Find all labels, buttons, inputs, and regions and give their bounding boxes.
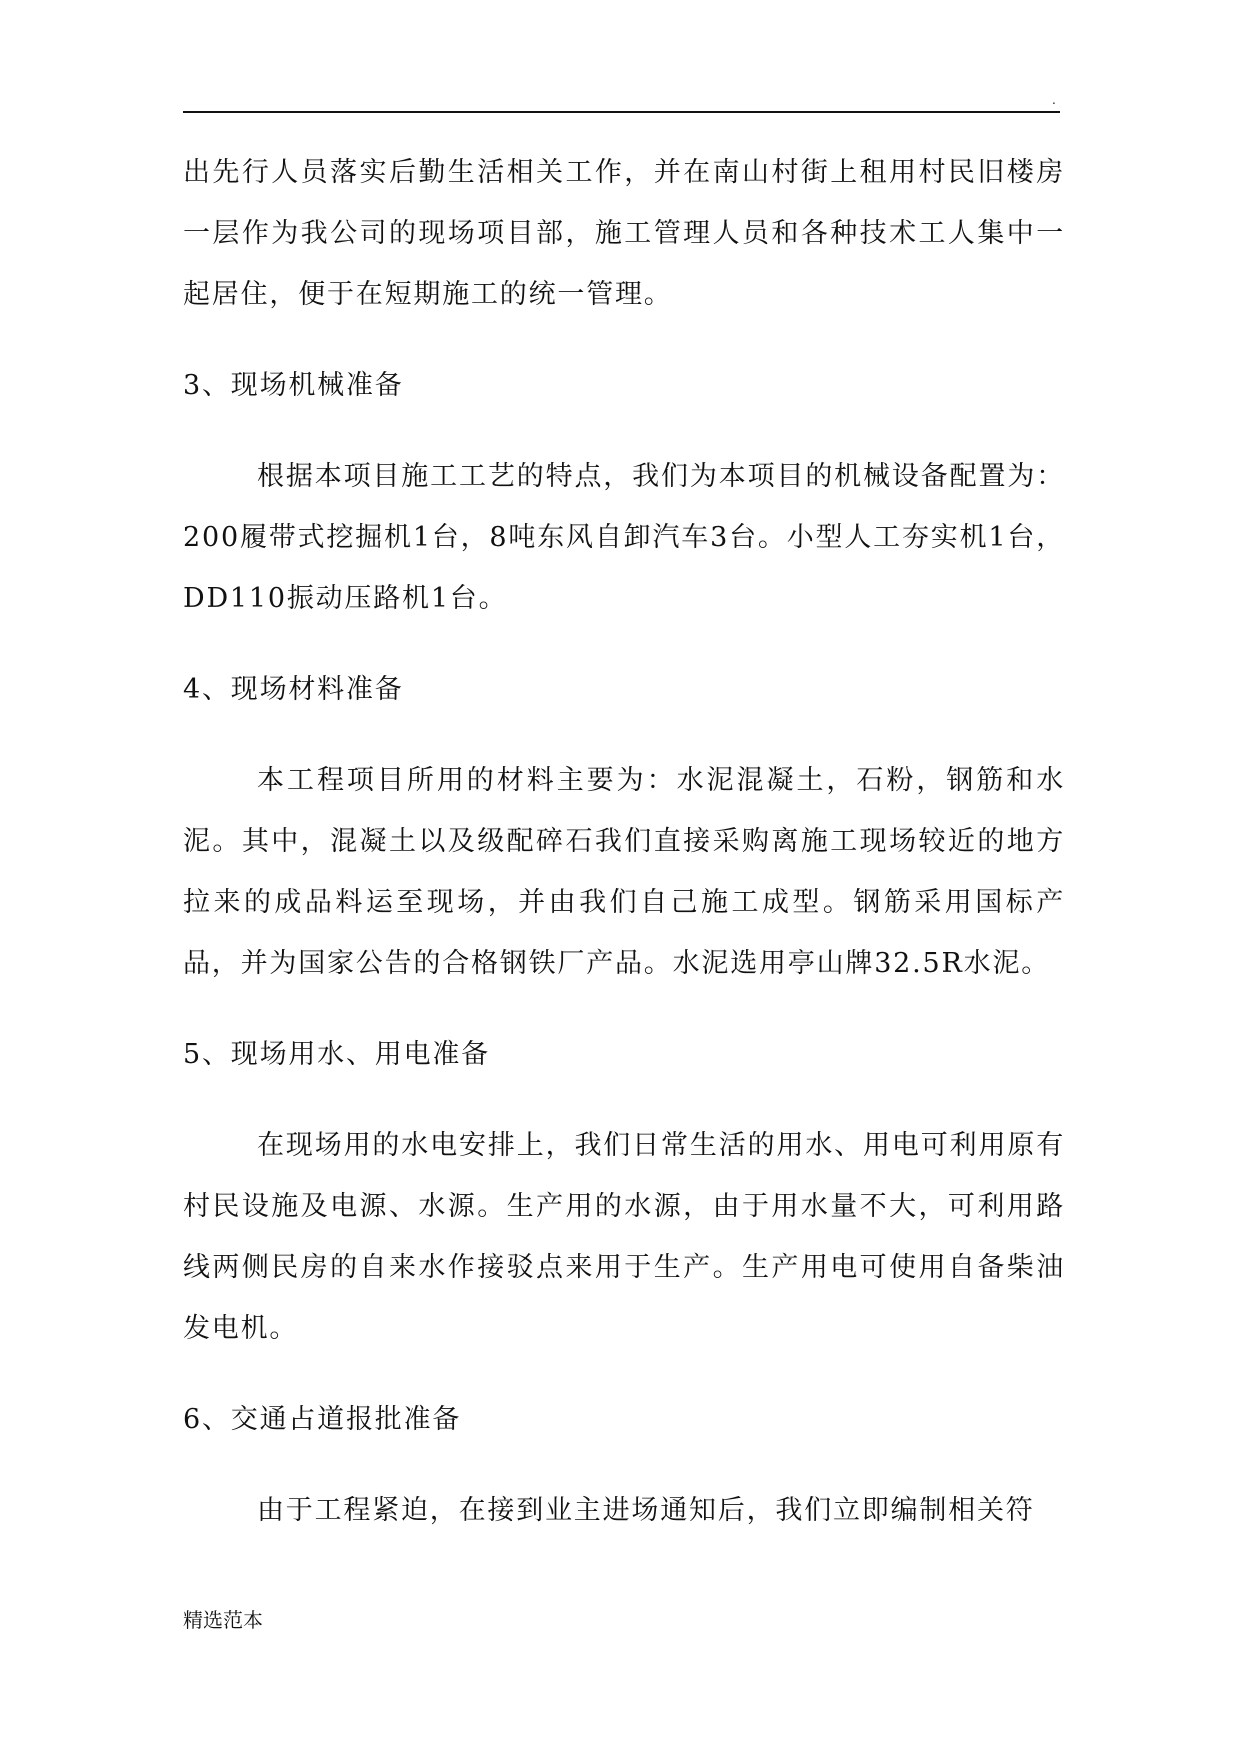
spacer	[183, 994, 1065, 1024]
paragraph-continued: 出先行人员落实后勤生活相关工作，并在南山村街上租用村民旧楼房一层作为我公司的现场项目部，施工管理人员和各种技术工人集中一起居住，便于在短期施工的统一管理。	[183, 157, 1065, 310]
section-heading-5: 5、现场用水、用电准备	[183, 1039, 490, 1070]
spacer	[183, 720, 1065, 750]
spacer	[183, 629, 1065, 659]
paragraph-traffic: 由于工程紧迫，在接到业主进场通知后，我们立即编制相关符	[257, 1495, 1035, 1526]
section-heading-3: 3、现场机械准备	[183, 370, 404, 401]
footer-text: 精选范本	[183, 1608, 263, 1632]
paragraph-machinery: 根据本项目施工工艺的特点，我们为本项目的机械设备配置为：200履带式挖掘机1台，8吨东风自卸汽车3台。小型人工夯实机1台，DD110振动压路机1台。	[183, 461, 1065, 614]
spacer	[183, 416, 1065, 446]
paragraph-materials: 本工程项目所用的材料主要为：水泥混凝土，石粉，钢筋和水泥。其中，混凝土以及级配碎石我们直接采购离施工现场较近的地方拉来的成品料运至现场，并由我们自己施工成型。钢筋采用国标产品，并为国家公告的合格钢铁厂产品。水泥选用亭山牌32.5R水泥。	[183, 765, 1065, 979]
spacer	[183, 1359, 1065, 1389]
header-mark: .	[1052, 93, 1056, 107]
section-heading-4: 4、现场材料准备	[183, 674, 404, 705]
spacer	[183, 325, 1065, 355]
document-body	[183, 142, 1065, 1541]
spacer	[183, 1450, 1065, 1480]
header-rule	[183, 111, 1060, 113]
paragraph-water-power: 在现场用的水电安排上，我们日常生活的用水、用电可利用原有村民设施及电源、水源。生产用的水源，由于用水量不大，可利用路线两侧民房的自来水作接驳点来用于生产。生产用电可使用自备柴油发电机。	[183, 1130, 1065, 1344]
spacer	[183, 1085, 1065, 1115]
section-heading-6: 6、交通占道报批准备	[183, 1404, 462, 1435]
